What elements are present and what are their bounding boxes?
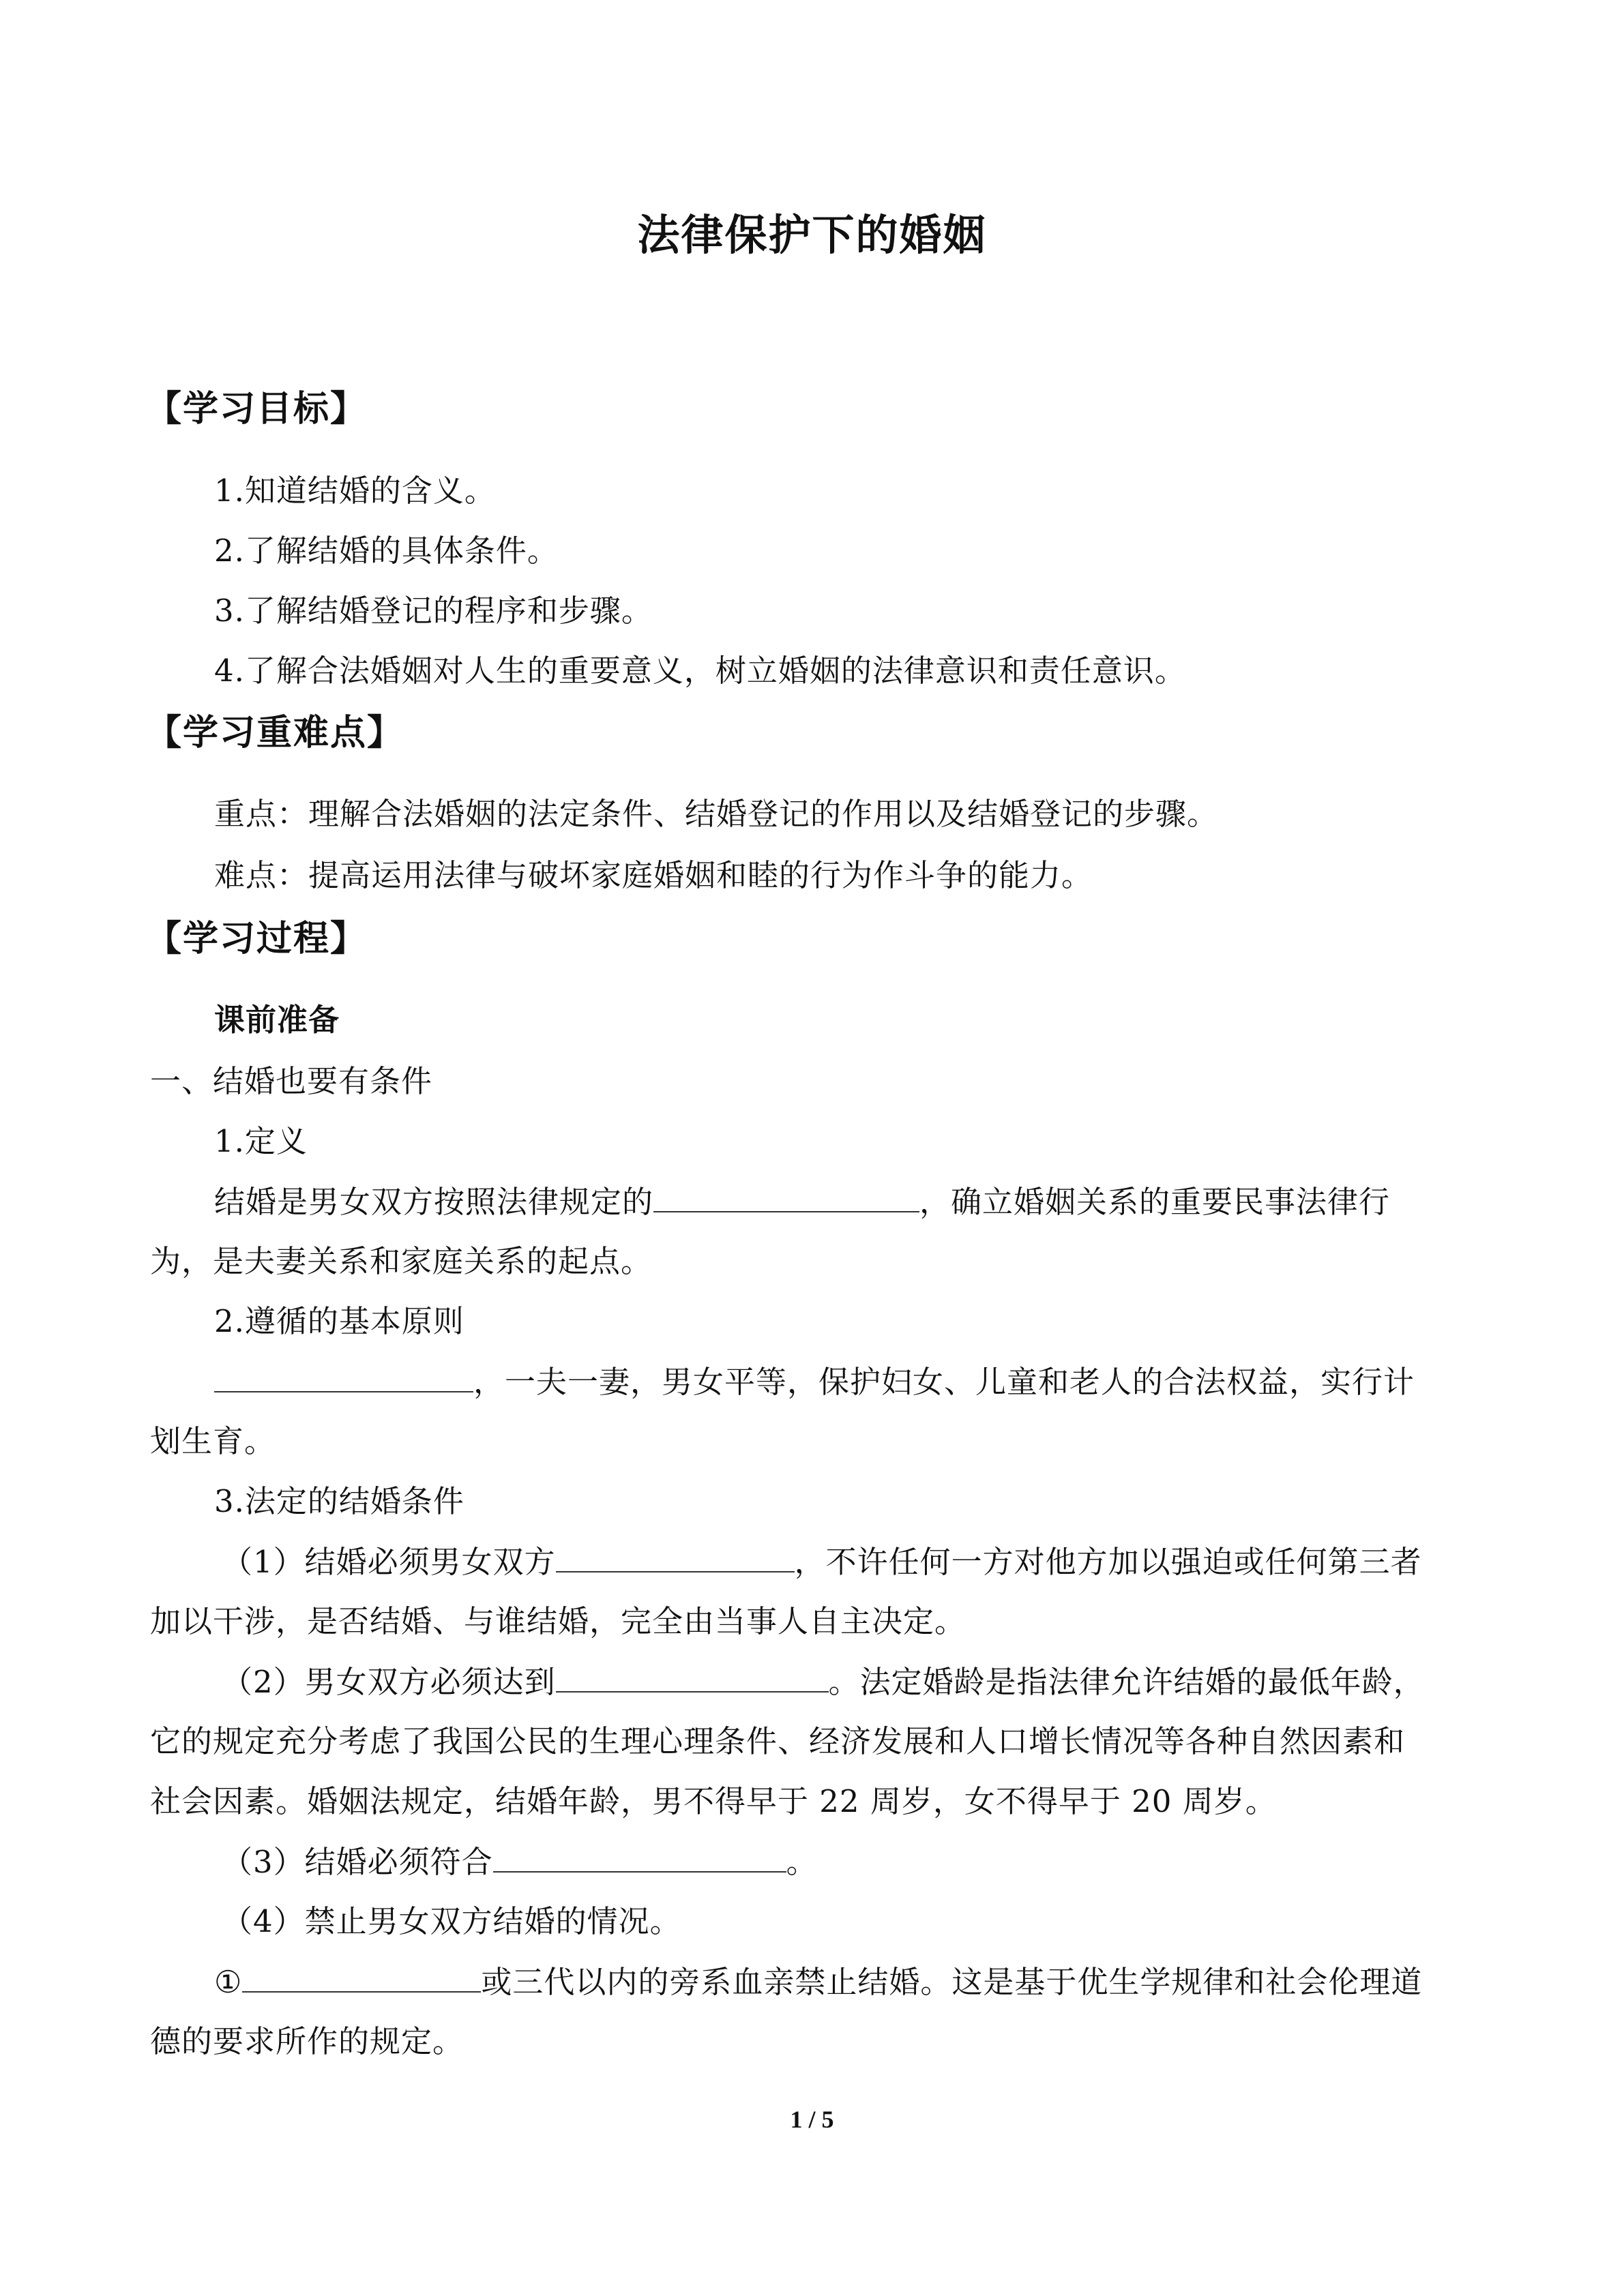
- subheading-prep: 课前准备: [214, 1002, 340, 1038]
- section-heading-process: 【学习过程】: [146, 919, 368, 959]
- condition-2-line-1: [222, 1661, 1425, 1703]
- goal-item-2: 2.了解结婚的具体条件。: [214, 533, 559, 569]
- document-title: 法律保护下的婚姻: [637, 210, 987, 260]
- focus-point: 重点：理解合法婚姻的法定条件、结婚登记的作用以及结婚登记的步骤。: [214, 796, 1219, 832]
- fill-blank-condition-4-1[interactable]: [242, 1961, 481, 1993]
- definition-label: 1.定义: [214, 1123, 308, 1159]
- condition-2-text-b: 。法定婚龄是指法律允许结婚的最低年龄，: [828, 1664, 1425, 1700]
- condition-4-1-text-b: 或三代以内的旁系血亲禁止结婚。这是基于优生学规律和社会伦理道: [481, 1964, 1423, 2000]
- condition-2-line-2: 它的规定充分考虑了我国公民的生理心理条件、经济发展和人口增长情况等各种自然因素和: [150, 1723, 1406, 1759]
- part-one-title: 一、结婚也要有条件: [150, 1063, 433, 1099]
- fill-blank-principle[interactable]: [214, 1361, 473, 1392]
- condition-4-1-marker: ①: [214, 1964, 243, 2000]
- section-heading-keypoints: 【学习重难点】: [146, 713, 404, 754]
- fill-blank-condition-3[interactable]: [493, 1841, 786, 1873]
- section-heading-goals: 【学习目标】: [146, 389, 368, 430]
- condition-1-text-b: ，不许任何一方对他方加以强迫或任何第三者: [794, 1544, 1422, 1580]
- condition-2-text-a: （2）男女双方必须达到: [222, 1664, 556, 1700]
- principle-text-a: ，一夫一妻，男女平等，保护妇女、儿童和老人的合法权益，实行计: [473, 1364, 1415, 1400]
- condition-1-line-2: 加以干涉，是否结婚、与谁结婚，完全由当事人自主决定。: [150, 1603, 966, 1639]
- goal-item-3: 3.了解结婚登记的程序和步骤。: [214, 593, 653, 629]
- principle-line-1: [214, 1361, 1415, 1403]
- principle-line-2: 划生育。: [150, 1423, 276, 1459]
- condition-2-line-3: 社会因素。婚姻法规定，结婚年龄，男不得早于 22 周岁，女不得早于 20 周岁。: [150, 1783, 1277, 1819]
- condition-1-line-1: [222, 1541, 1422, 1583]
- condition-3-text-a: （3）结婚必须符合: [222, 1844, 493, 1880]
- definition-line-1: [214, 1181, 1390, 1223]
- definition-line-2: 为，是夫妻关系和家庭关系的起点。: [150, 1243, 653, 1279]
- difficulty-point: 难点：提高运用法律与破坏家庭婚姻和睦的行为作斗争的能力。: [214, 857, 1093, 893]
- page-indicator: 1 / 5: [790, 2106, 834, 2133]
- condition-3-text-b: 。: [786, 1844, 818, 1880]
- condition-4-1-line-2: 德的要求所作的规定。: [150, 2023, 464, 2059]
- goal-item-1: 1.知道结婚的含义。: [214, 473, 496, 509]
- principle-label: 2.遵循的基本原则: [214, 1303, 464, 1339]
- definition-text-b: ，确立婚姻关系的重要民事法律行: [919, 1184, 1391, 1220]
- definition-text-a: 结婚是男女双方按照法律规定的: [214, 1184, 654, 1220]
- condition-3-line: [222, 1841, 818, 1883]
- goal-item-4: 4.了解合法婚姻对人生的重要意义，树立婚姻的法律意识和责任意识。: [214, 653, 1186, 689]
- fill-blank-definition[interactable]: [653, 1181, 919, 1212]
- fill-blank-condition-2[interactable]: [556, 1661, 829, 1693]
- condition-4-1-line-1: [214, 1961, 1422, 2003]
- fill-blank-condition-1[interactable]: [556, 1541, 795, 1572]
- conditions-label: 3.法定的结婚条件: [214, 1483, 464, 1519]
- condition-1-text-a: （1）结婚必须男女双方: [222, 1544, 556, 1580]
- condition-4-line: （4）禁止男女双方结婚的情况。: [222, 1903, 681, 1939]
